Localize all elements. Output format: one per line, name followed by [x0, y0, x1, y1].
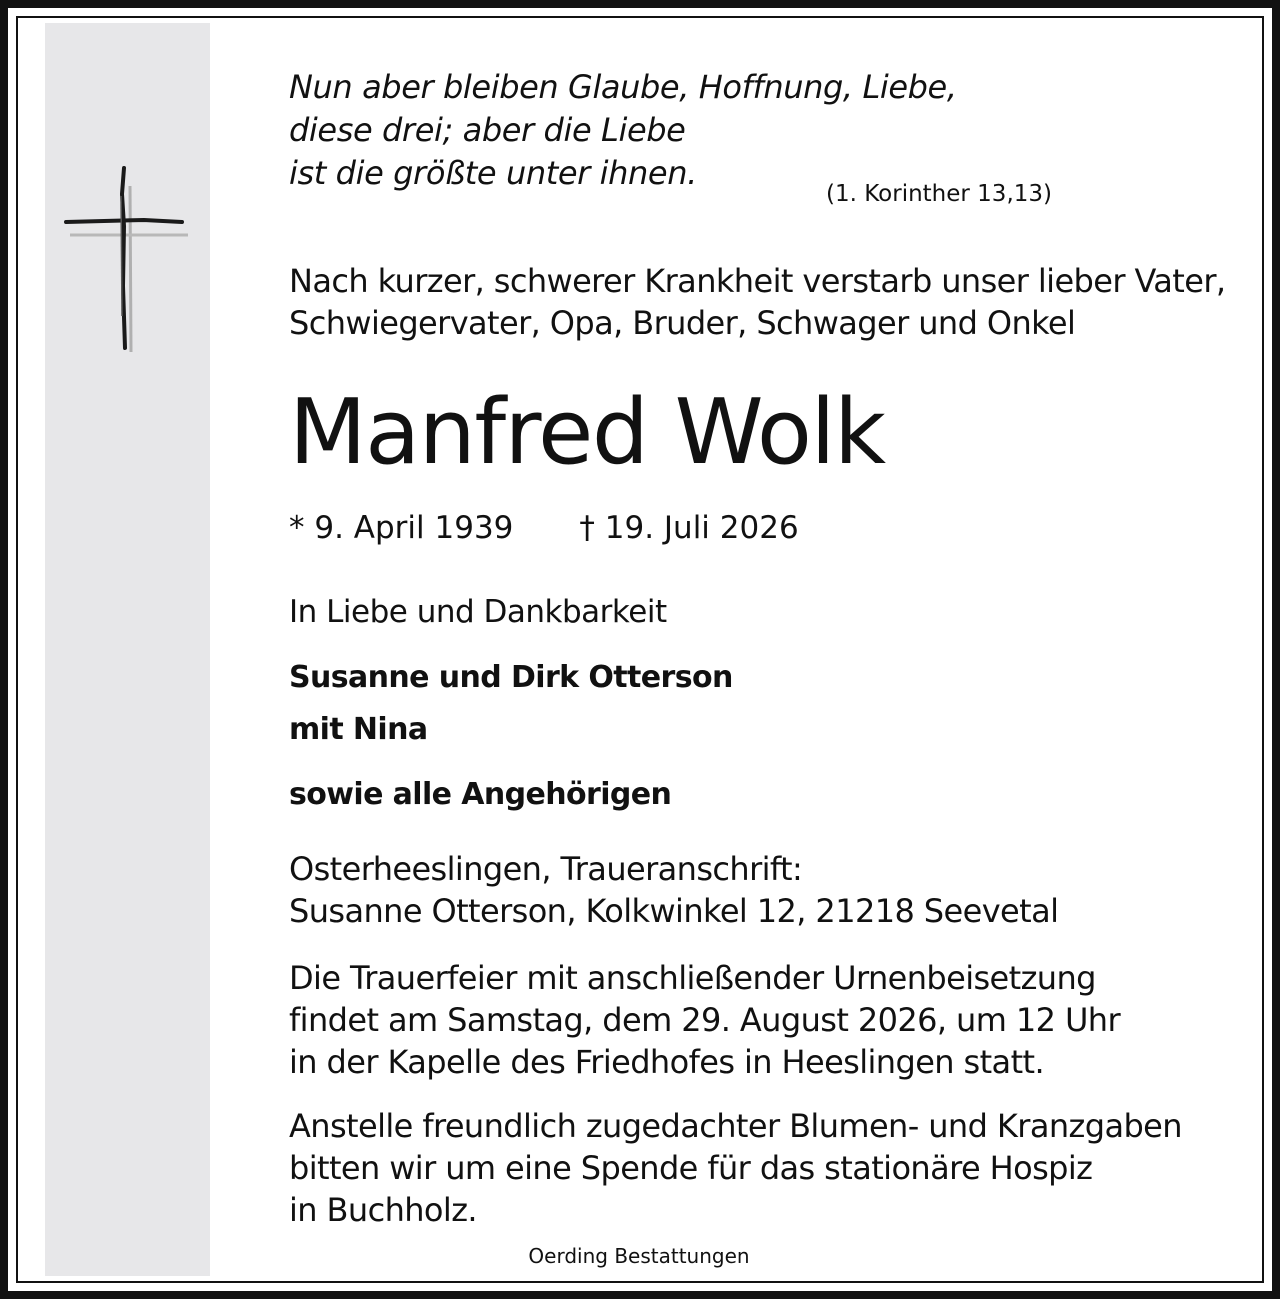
address-line: Susanne Otterson, Kolkwinkel 12, 21218 Seevetal: [289, 892, 1059, 930]
quote-line: Nun aber bleiben Glaube, Hoffnung, Liebe,: [289, 68, 957, 106]
intro-text: [289, 260, 1225, 344]
quote-line: ist die größte unter ihnen.: [289, 154, 697, 192]
ceremony-line: Die Trauerfeier mit anschließender Urnenbeisetzung: [289, 959, 1096, 997]
ceremony-line: findet am Samstag, dem 29. August 2026, um 12 Uhr: [289, 1001, 1121, 1039]
mourner-line: Susanne und Dirk Otterson: [289, 660, 733, 695]
intro-line: Nach kurzer, schwerer Krankheit verstarb unser lieber Vater,: [289, 262, 1226, 300]
life-dates: [289, 508, 799, 548]
mourner-line: mit Nina: [289, 712, 428, 747]
mourners-intro: In Liebe und Dankbarkeit: [289, 594, 667, 630]
donation-request: [289, 1105, 1182, 1231]
bible-quote: [289, 66, 957, 195]
birth-date: * 9. April 1939: [289, 510, 514, 546]
address-line: Osterheeslingen, Traueranschrift:: [289, 850, 803, 888]
deceased-name: Manfred Wolk: [289, 380, 885, 485]
quote-reference: (1. Korinther 13,13): [826, 181, 1052, 207]
donation-line: Anstelle freundlich zugedachter Blumen- und Kranzgaben: [289, 1107, 1182, 1145]
death-date: † 19. Juli 2026: [579, 510, 799, 546]
donation-line: bitten wir um eine Spende für das stationäre Hospiz: [289, 1149, 1093, 1187]
undertaker-footer: [0, 1244, 1280, 1268]
intro-line: Schwiegervater, Opa, Bruder, Schwager und Onkel: [289, 304, 1076, 342]
condolence-address: [289, 848, 1058, 932]
quote-line: diese drei; aber die Liebe: [289, 111, 686, 149]
cross-icon: [64, 166, 190, 354]
undertaker-name: Oerding Bestattungen: [528, 1244, 750, 1268]
mourner-line: sowie alle Angehörigen: [289, 777, 672, 812]
donation-line: in Buchholz.: [289, 1191, 477, 1229]
ceremony-line: in der Kapelle des Friedhofes in Heeslingen statt.: [289, 1043, 1045, 1081]
ceremony-info: [289, 957, 1120, 1083]
